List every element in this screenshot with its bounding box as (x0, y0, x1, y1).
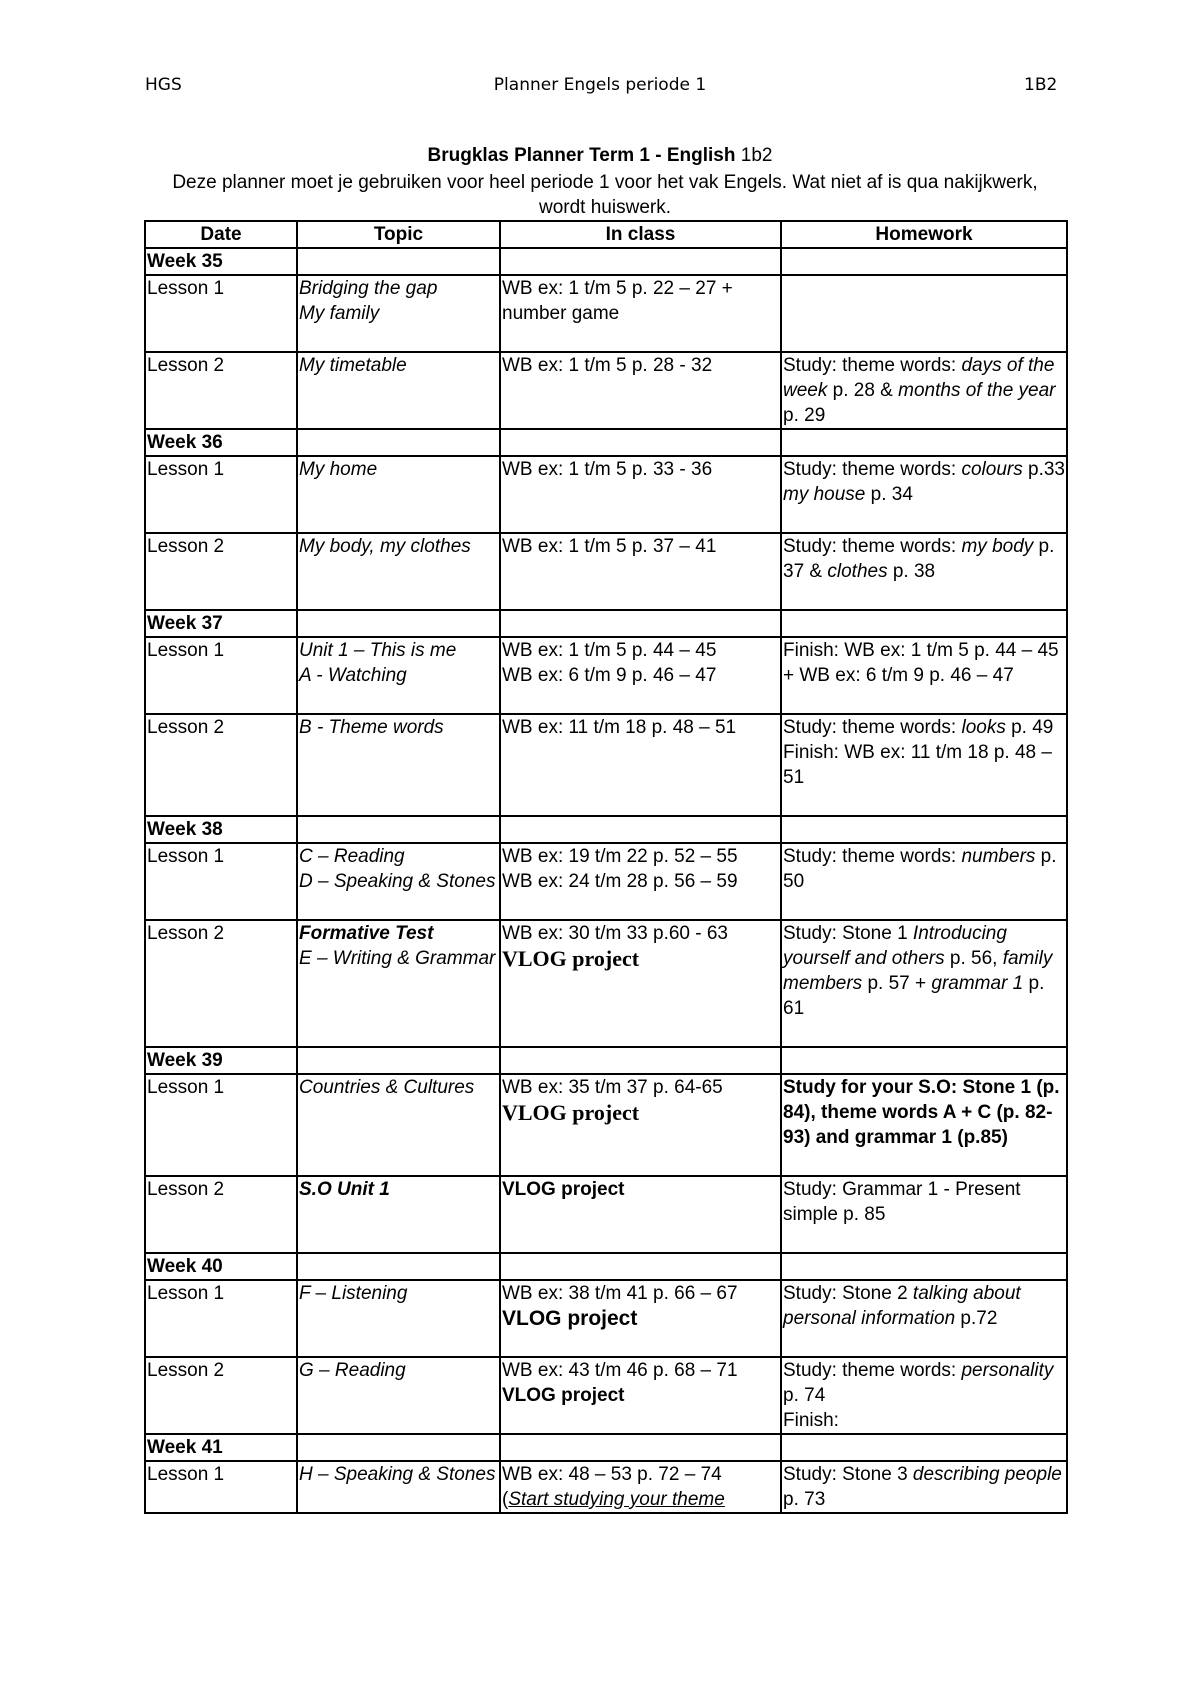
table-row (145, 275, 1067, 352)
header-right: 1B2 (1024, 75, 1058, 95)
table-row (145, 1357, 1067, 1434)
page-title (0, 145, 1200, 167)
table-row (145, 456, 1067, 533)
homework-cell: Study: theme words: looks p. 49 Finish: WB ex: 11 t/m 18 p. 48 – 51 (781, 714, 1067, 816)
col-topic: Topic (297, 221, 500, 248)
week-label: Week 35 (145, 248, 297, 275)
week-row (145, 248, 1067, 275)
homework-cell: Study: theme words: my body p. 37 & clothes p. 38 (781, 533, 1067, 610)
planner-table (144, 220, 1068, 1514)
table-row (145, 1176, 1067, 1253)
topic-cell: My body, my clothes (297, 533, 500, 610)
week-label: Week 40 (145, 1253, 297, 1280)
week-row (145, 610, 1067, 637)
in-class-cell: VLOG project (500, 1176, 781, 1253)
header-left: HGS (145, 75, 182, 95)
col-date: Date (145, 221, 297, 248)
week-label: Week 37 (145, 610, 297, 637)
table-row (145, 1074, 1067, 1176)
lesson-label: Lesson 2 (145, 714, 297, 816)
homework-cell: Study for your S.O: Stone 1 (p. 84), theme words A + C (p. 82-93) and grammar 1 (p.85) (781, 1074, 1067, 1176)
table-row (145, 1280, 1067, 1357)
lesson-label: Lesson 1 (145, 637, 297, 714)
homework-cell: Finish: WB ex: 1 t/m 5 p. 44 – 45 + WB ex: 6 t/m 9 p. 46 – 47 (781, 637, 1067, 714)
week-row (145, 816, 1067, 843)
title-class: 1b2 (740, 145, 773, 166)
topic-cell: B - Theme words (297, 714, 500, 816)
in-class-cell: WB ex: 1 t/m 5 p. 28 - 32 (500, 352, 781, 429)
week-row (145, 1047, 1067, 1074)
topic-cell: Unit 1 – This is me A - Watching (297, 637, 500, 714)
in-class-cell: WB ex: 1 t/m 5 p. 44 – 45 WB ex: 6 t/m 9 p. 46 – 47 (500, 637, 781, 714)
topic-cell: H – Speaking & Stones (297, 1461, 500, 1513)
in-class-cell: WB ex: 19 t/m 22 p. 52 – 55 WB ex: 24 t/m 28 p. 56 – 59 (500, 843, 781, 920)
topic-cell: Countries & Cultures (297, 1074, 500, 1176)
topic-cell: Bridging the gap My family (297, 275, 500, 352)
in-class-cell: WB ex: 48 – 53 p. 72 – 74 (Start studying your theme (500, 1461, 781, 1513)
col-in-class: In class (500, 221, 781, 248)
in-class-cell: WB ex: 1 t/m 5 p. 37 – 41 (500, 533, 781, 610)
table-row (145, 1461, 1067, 1513)
lesson-label: Lesson 2 (145, 1357, 297, 1434)
topic-cell: My timetable (297, 352, 500, 429)
topic-cell: Formative Test E – Writing & Grammar (297, 920, 500, 1047)
in-class-cell: WB ex: 1 t/m 5 p. 22 – 27 + number game (500, 275, 781, 352)
in-class-cell: WB ex: 11 t/m 18 p. 48 – 51 (500, 714, 781, 816)
homework-cell: Study: theme words: days of the week p. 28 & months of the year p. 29 (781, 352, 1067, 429)
lesson-label: Lesson 2 (145, 352, 297, 429)
lesson-label: Lesson 2 (145, 1176, 297, 1253)
col-homework: Homework (781, 221, 1067, 248)
lesson-label: Lesson 1 (145, 843, 297, 920)
homework-cell (781, 275, 1067, 352)
in-class-cell: WB ex: 35 t/m 37 p. 64-65 VLOG project (500, 1074, 781, 1176)
topic-cell: My home (297, 456, 500, 533)
table-row (145, 920, 1067, 1047)
lesson-label: Lesson 1 (145, 1461, 297, 1513)
week-row (145, 1253, 1067, 1280)
week-row (145, 1434, 1067, 1461)
topic-cell: S.O Unit 1 (297, 1176, 500, 1253)
in-class-cell: WB ex: 30 t/m 33 p.60 - 63 VLOG project (500, 920, 781, 1047)
in-class-cell: WB ex: 1 t/m 5 p. 33 - 36 (500, 456, 781, 533)
week-label: Week 36 (145, 429, 297, 456)
topic-cell: C – Reading D – Speaking & Stones (297, 843, 500, 920)
homework-cell: Study: Stone 1 Introducing yourself and others p. 56, family members p. 57 + grammar 1 p. 61 (781, 920, 1067, 1047)
homework-cell: Study: theme words: colours p.33 my house p. 34 (781, 456, 1067, 533)
homework-cell: Study: Stone 2 talking about personal information p.72 (781, 1280, 1067, 1357)
table-row (145, 352, 1067, 429)
week-label: Week 39 (145, 1047, 297, 1074)
title-bold: Brugklas Planner Term 1 - English (427, 145, 736, 166)
table-header-row (145, 221, 1067, 248)
homework-cell: Study: Stone 3 describing people p. 73 (781, 1461, 1067, 1513)
week-row (145, 429, 1067, 456)
in-class-cell: WB ex: 43 t/m 46 p. 68 – 71 VLOG project (500, 1357, 781, 1434)
header-center: Planner Engels periode 1 (493, 75, 707, 95)
intro-text: Deze planner moet je gebruiken voor heel periode 1 voor het vak Engels. Wat niet af is qua nakijkwerk, wordt huiswerk. (172, 172, 1038, 218)
table-row (145, 637, 1067, 714)
lesson-label: Lesson 1 (145, 1074, 297, 1176)
table-row (145, 714, 1067, 816)
lesson-label: Lesson 2 (145, 920, 297, 1047)
week-label: Week 41 (145, 1434, 297, 1461)
table-row (145, 843, 1067, 920)
lesson-label: Lesson 2 (145, 533, 297, 610)
in-class-cell: WB ex: 38 t/m 41 p. 66 – 67 VLOG project (500, 1280, 781, 1357)
homework-cell: Study: theme words: numbers p. 50 (781, 843, 1067, 920)
homework-cell: Study: theme words: personality p. 74 Finish: (781, 1357, 1067, 1434)
topic-cell: F – Listening (297, 1280, 500, 1357)
lesson-label: Lesson 1 (145, 456, 297, 533)
lesson-label: Lesson 1 (145, 275, 297, 352)
homework-cell: Study: Grammar 1 - Present simple p. 85 (781, 1176, 1067, 1253)
week-label: Week 38 (145, 816, 297, 843)
table-row (145, 533, 1067, 610)
topic-cell: G – Reading (297, 1357, 500, 1434)
lesson-label: Lesson 1 (145, 1280, 297, 1357)
